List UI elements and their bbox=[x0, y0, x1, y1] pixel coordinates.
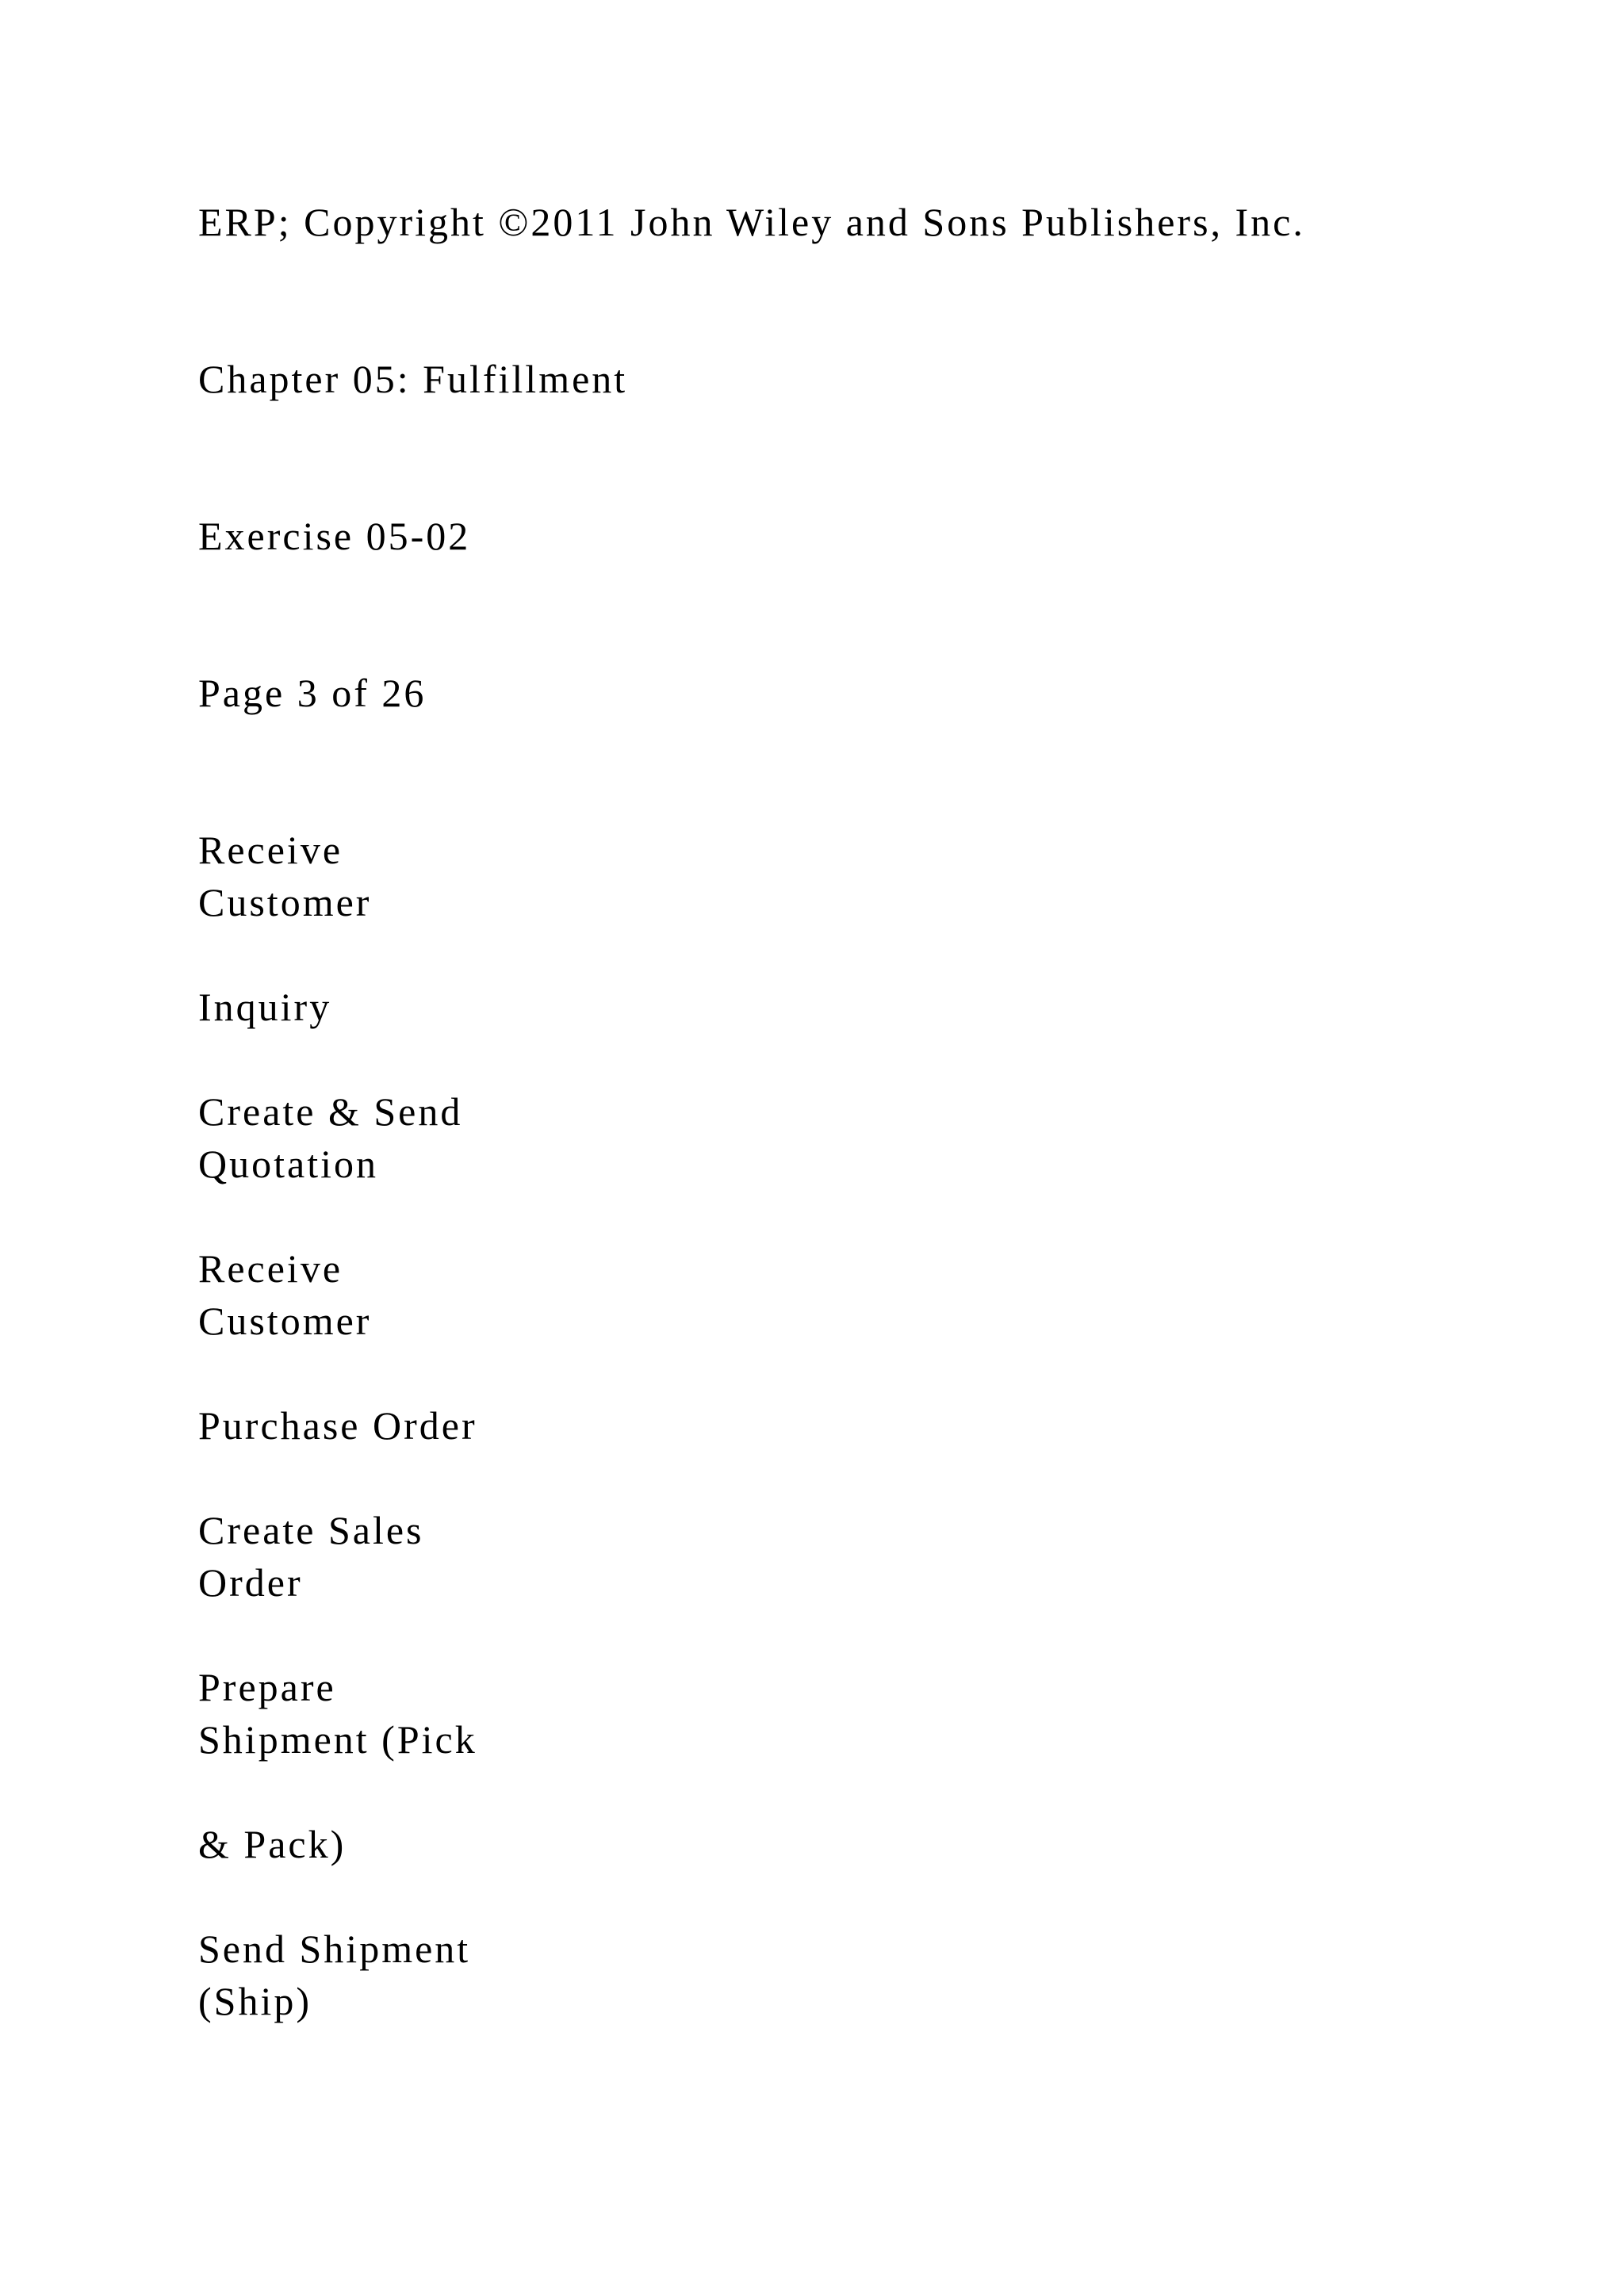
step-create-quotation-line-1: Create & Send bbox=[198, 1089, 463, 1134]
exercise-title: Exercise 05-02 bbox=[198, 514, 471, 558]
step-receive-po-line-1: Receive bbox=[198, 1246, 343, 1291]
copyright-line: ERP; Copyright ©2011 John Wiley and Sons Publishers, Inc. bbox=[198, 200, 1305, 244]
step-receive-inquiry-line-3: Inquiry bbox=[198, 985, 332, 1029]
page-number: Page 3 of 26 bbox=[198, 671, 427, 715]
step-receive-inquiry-line-2: Customer bbox=[198, 880, 372, 924]
step-receive-inquiry-line-1: Receive bbox=[198, 828, 343, 872]
step-send-shipment-line-1: Send Shipment bbox=[198, 1927, 471, 1971]
step-create-sales-order-line-1: Create Sales bbox=[198, 1508, 424, 1552]
step-create-quotation-line-2: Quotation bbox=[198, 1142, 378, 1186]
step-prepare-shipment-line-3: & Pack) bbox=[198, 1822, 347, 1866]
step-receive-po-line-2: Customer bbox=[198, 1299, 372, 1343]
step-receive-po-line-3: Purchase Order bbox=[198, 1403, 477, 1448]
step-send-shipment-line-2: (Ship) bbox=[198, 1979, 312, 2023]
step-prepare-shipment-line-1: Prepare bbox=[198, 1665, 336, 1709]
chapter-title: Chapter 05: Fulfillment bbox=[198, 357, 628, 401]
step-prepare-shipment-line-2: Shipment (Pick bbox=[198, 1717, 477, 1762]
step-create-sales-order-line-2: Order bbox=[198, 1560, 303, 1605]
